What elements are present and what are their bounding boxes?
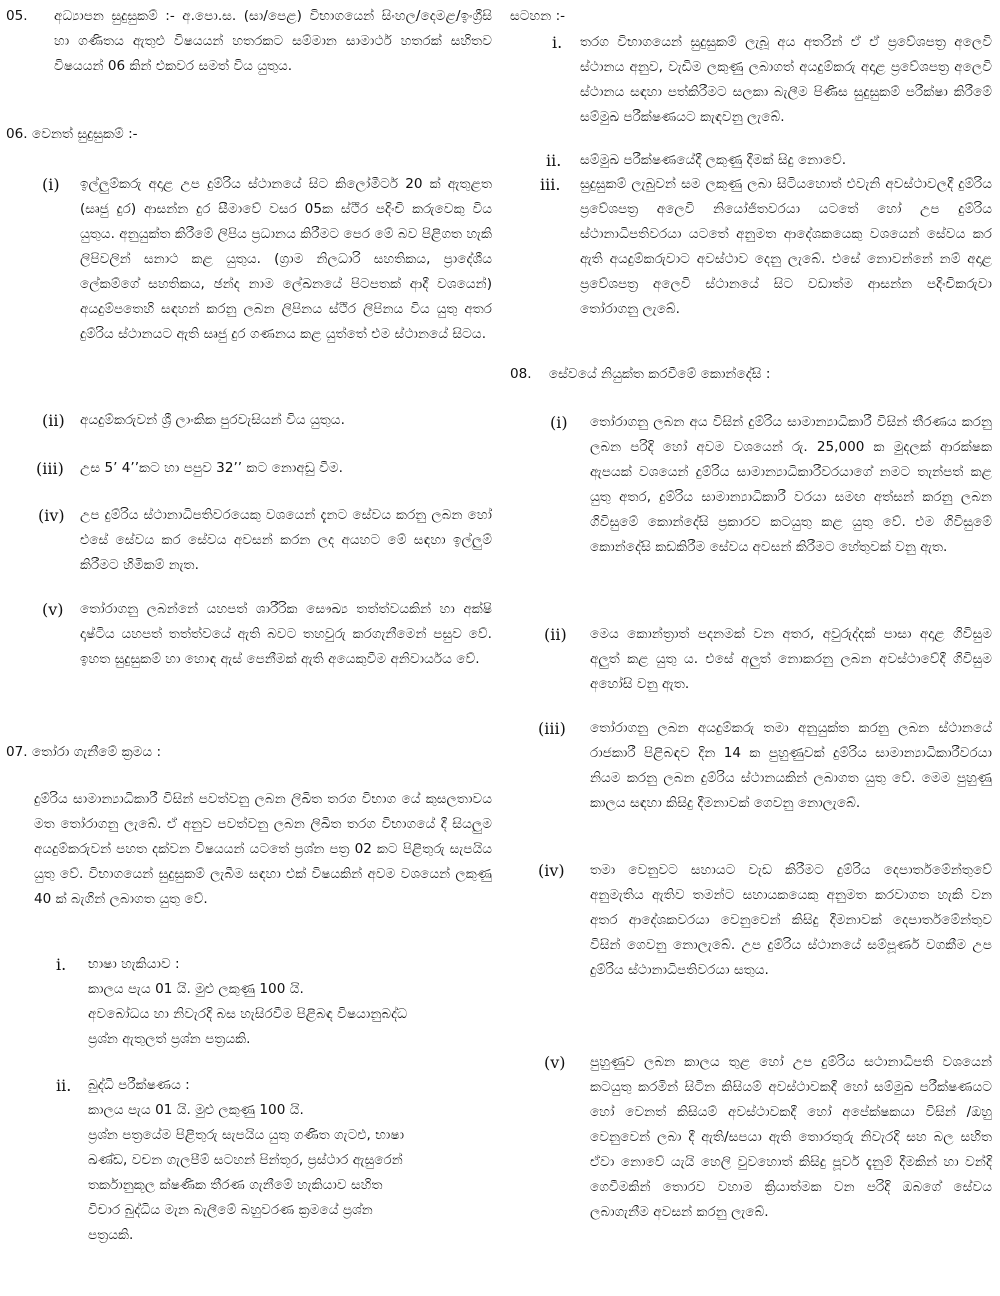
item-number: (iii): [36, 459, 64, 478]
item-number: (iv): [38, 506, 65, 525]
subject-line: පත්‍රයකි.: [88, 1227, 134, 1243]
subject-line: ප්‍රශ්න ඇතුලත් ප්‍රශ්න පත්‍රයකි.: [88, 1031, 251, 1047]
section-05-number: 05.: [6, 8, 28, 24]
subject-line: ප්‍රශ්න පත්‍රයේම පිළිතුරු සැපයිය යුතු ගණිත ගැටළු, භාෂා: [88, 1127, 405, 1143]
section-06-heading: 06. වෙනත් සුදුසුකම් :-: [6, 126, 138, 142]
subject-number: ii.: [56, 1076, 72, 1095]
list-item: උස 5’ 4’’කට හා පපුව 32’’ කට නොඅඩු වීම.: [80, 460, 343, 476]
item-number: (iii): [538, 719, 566, 738]
subject-number: i.: [56, 955, 67, 974]
list-item: මෙය කොන්ත්‍රාත් පදනමක් වන අතර, අවුරුද්දක් පාසා අදාළ ගිවිසුම අලුත් කළ යුතු ය. එසේ අලුත් නොකරනු ලබන අවස්ථාවේදී ගිවිසුම අහෝසි වනු ඇත.: [590, 626, 992, 692]
item-number: (i): [42, 175, 60, 194]
note-number: ii.: [546, 151, 562, 170]
list-item: උප දුම්රිය ස්ථානාධිපතිවරයෙකු වශයෙන් දැනට සේවය කරනු ලබන හෝ එසේ සේවය කර සේවය අවසන් කරන ලද අයහට මේ සඳහා ඉල්ලුම් කිරීමට හිමිකම් නැත.: [80, 507, 492, 573]
note-number: iii.: [540, 175, 561, 194]
item-number: (ii): [544, 625, 567, 644]
list-item: තෝරාගනු ලබන අය විසින් දුම්රිය සාමාන්‍යාධිකාරී විසින් තීරණය කරනු ලබන පරිදි හෝ අවම වශයෙන් රු. 25,000 ක මුදලක් ආරක්ෂක ඇපයක් වශයෙන් දුම්රිය සාමාන්‍යාධිකාරීවරයාගේ නමට තැන්පත් කළ යුතු අතර, දුම්රිය සාමාන්‍යාධිකාරී වරයා සමඟ අත්සන් කරනු ලබන ගිවිසුමේ කොන්දේසි ප්‍රකාරව කටයුතු කළ යුතු වේ. එම ගිවිසුමේ කොන්දේසි කඩකිරීම සේවය අවසන් කිරීමට හේතුවක් වනු ඇත.: [590, 414, 992, 555]
subject-line: කාලය පැය 01 යි. මුළු ලකුණු 100 යි.: [88, 1102, 304, 1118]
note-item: තරග විභාගයෙන් සුදුසුකම් ලැබූ අය අතරින් ඒ ඒ ප්‍රවේශපත්‍ර අලෙවි ස්ථානය අනුව, වැඩිම ලකුණු ලබාගත් අයදුම්කරු අදාළ ප්‍රවේශපත්‍ර අලෙවි ස්ථානය සඳහා පත්කිරීමට සලකා බැලීම පිණිස සුදුසුකම් පරීක්ෂා කිරීමේ සම්මුඛ පරීක්ෂණයට කැඳවනු ලැබේ.: [580, 34, 992, 125]
list-item: ඉල්ලුම්කරු අදාළ උප දුම්රිය ස්ථානයේ සිට කිලෝමීටර් 20 ක් ඇතුළත (සෘජු දුර) ආසන්න දුර සීමාවේ වසර 05ක ස්ථිර පදිංචි කරුවෙකු විය යුතුය. අනුයුක්ත කිරීමේ ලිපිය ප්‍රධානය කිරීමට පෙර මේ බව පිළිගත හැකි ලිපිවලින් සනාථ කළ යුතුය. (ග්‍රාම නිලධාරි සහතිකය, ප්‍රාදේශීය ලේකම්ගේ සහතිකය, ඡන්ද නාම ලේඛනයේ පිටපතක් ආදී වශයෙන්) අයදුම්පතෙහි සඳහන් කරනු ලබන ලිපිනය ස්ථිර ලිපිනය විය යුතු අතර දුම්රිය ස්ථානයට ඇති සෘජු දුර ගණනය කළ යුත්තේ එම ස්ථානයේ සිටය.: [80, 176, 492, 342]
note-item: සම්මුඛ පරීක්ෂණයේදී ලකුණු දීමක් සිදු නොවේ.: [580, 152, 847, 168]
subject-line: තර්කානුකූල ක්ෂණික තීරණ ගැනීමේ හැකියාව සහිත: [88, 1177, 383, 1193]
list-item: තෝරාගනු ලබන්නේ යහපත් ශාරීරික සෞඛ්‍ය තත්ත්වයකින් හා අක්ෂි දෘෂ්ටිය යහපත් තත්ත්වයේ ඇති බවට තහවුරු කරගැනීමෙන් පසුව වේ. ඉහත සුදුසුකම් හා හොඳ ඇස් පෙනීමක් ඇති අයෙකුවීම අනිවාර්යය වේ.: [80, 601, 492, 667]
item-number: (iv): [538, 861, 565, 880]
item-number: (i): [550, 413, 568, 432]
subject-intelligence-test: [88, 1073, 492, 1248]
item-number: (v): [42, 600, 64, 619]
item-number: (v): [544, 1053, 566, 1072]
subject-line: විචාර බුද්ධිය මැන බැලීමේ බහුවරණ ක්‍රමයේ ප්‍රශ්න: [88, 1202, 373, 1218]
section-08-heading: 08. සේවයේ නියුක්ත කරවීමේ කොන්දේසි :: [510, 366, 771, 382]
subject-line: බුද්ධි පරීක්ෂණය :: [88, 1077, 190, 1093]
list-item: තමා වෙනුවට සහායට වැඩ කිරීමට දුම්රිය දෙපාර්තමේන්තුවේ අනුමැතිය ඇතිව තමන්ට සහායකයෙකු අනුමත කරවාගත හැකි වන අතර ආදේශකවරයා වෙනුවෙන් කිසිදු දීමනාවක් දෙපාර්තමේන්තුව විසින් ගෙවනු නොලැබේ. උප දුම්රිය ස්ථානයේ සම්පූර්ණ වගකීම උප දුම්රිය ස්ථානාධිපතිවරයා සතුය.: [590, 862, 992, 978]
section-07-intro: දුම්රිය සාමාන්‍යාධිකාරී විසින් පවත්වනු ලබන ලිඛිත තරග විභාග යේ කුසලතාවය මත තෝරාගනු ලැබේ. ඒ අනුව පවත්වනු ලබන ලිඛිත තරග විභාගයේ දී සියලුම අයදුම්කරුවන් පහත දක්වන විෂයයන් යටතේ ප්‍රශ්න පත්‍ර 02 කට පිළිතුරු සැපයිය යුතු වේ. විභාගයෙන් සුදුසුකම් ලැබීම සඳහා එක් විෂයකින් අවම වශයෙන් ලකුණු 40 ක් බැගින් ලබාගත යුතු වේ.: [34, 791, 492, 907]
note-item: සුදුසුකම් ලැබුවන් සම ලකුණු ලබා සිටියහොත් එවැනි අවස්ථාවලදී දුම්රිය ප්‍රවේශපත්‍ර අලෙවි නියෝජිතවරයා යටතේ හෝ උප දුම්රිය ස්ථානාධිපතිවරයා යටතේ අනුමත ආදේශකයෙකු වශයෙන් සේවය කර ඇති අයදුම්කරුවාට අවස්ථාව දෙනු ලැබේ. එසේ නොවන්නේ නම් අදාළ ප්‍රවේශපත්‍ර අලෙවි ස්ථානයේ සිට වඩාත්ම ආසන්න පදිංචිකරුවා තෝරාගනු ලැබේ.: [580, 176, 992, 317]
subject-language-ability: [88, 952, 492, 1052]
subject-line: කාලය පැය 01 යි. මුළු ලකුණු 100 යි.: [88, 981, 304, 997]
list-item: පුහුණුව ලබන කාලය තුළ හෝ උප දුම්රිය සථානාධිපති වශයෙන් කටයුතු කරමින් සිටින කිසියම් අවස්ථාවකදී හෝ සම්මුඛ පරීක්ෂණයට හෝ වෙනත් කිසියම් අවස්ථාවකදී හෝ අපේක්ෂකයා විසින් /ඔහු වෙනුවෙන් ලබා දී ඇති/සපයා ඇති තොරතුරු නිවැරදි සහ බල සහිත ඒවා නොවේ යැයි හෙලි වුවහොත් කිසිදු පූර්ව දැනුම් දීමකින් හා වන්දි ගෙවීමකින් තොරව වහාම ක්‍රියාත්මක වන පරිදි ඔබගේ සේවය ලබාගැනීම අවසන් කරනු ලැබේ.: [590, 1054, 992, 1220]
notes-heading: සටහන :-: [510, 8, 566, 24]
subject-line: භාෂා හැකියාව :: [88, 956, 180, 972]
list-item: තෝරාගනු ලබන අයදුම්කරු තමා අනුයුක්ත කරනු ලබන ස්ථානයේ රාජකාරී පිළිබඳව දින 14 ක පුහුණුවක් දුම්රිය සාමාන්‍යාධිකාරීවරයා නියම කරනු ලබන දුම්රිය ස්ථානයකින් ලබාගත යුතු වේ. මෙම පුහුණු කාලය සඳහා කිසිදු දීමනාවක් ගෙවනු නොලැබේ.: [590, 720, 992, 811]
section-05-text: අධ්‍යාපන සුදුසුකම් :- අ.පො.ස. (සා/පෙළ) විභාගයෙන් සිංහල/දෙමළ/ඉංග්‍රීසි හා ගණිතය ඇතුළු විෂයයන් හතරකට සම්මාන සාමාර්ථ හතරක් සහිතව විෂයයන් 06 කින් එකවර සමත් විය යුතුය.: [54, 8, 492, 74]
item-number: (ii): [42, 411, 65, 430]
list-item: අයදුම්කරුවන් ශ්‍රී ලාංකික පුරවැසියන් විය යුතුය.: [80, 412, 345, 428]
section-07-heading: 07. තෝරා ගැනීමේ ක්‍රමය :: [6, 744, 162, 760]
note-number: i.: [552, 33, 563, 52]
subject-line: ඛණ්ඩ, වචන ගැලපීම් සටහන් පින්තූර, ප්‍රස්ථාර ඇසුරෙන්: [88, 1152, 403, 1168]
subject-line: අවබෝධය හා නිවැරදි බස හැසිරවීම පිළිබඳ විෂයානුබද්ධ: [88, 1006, 408, 1022]
